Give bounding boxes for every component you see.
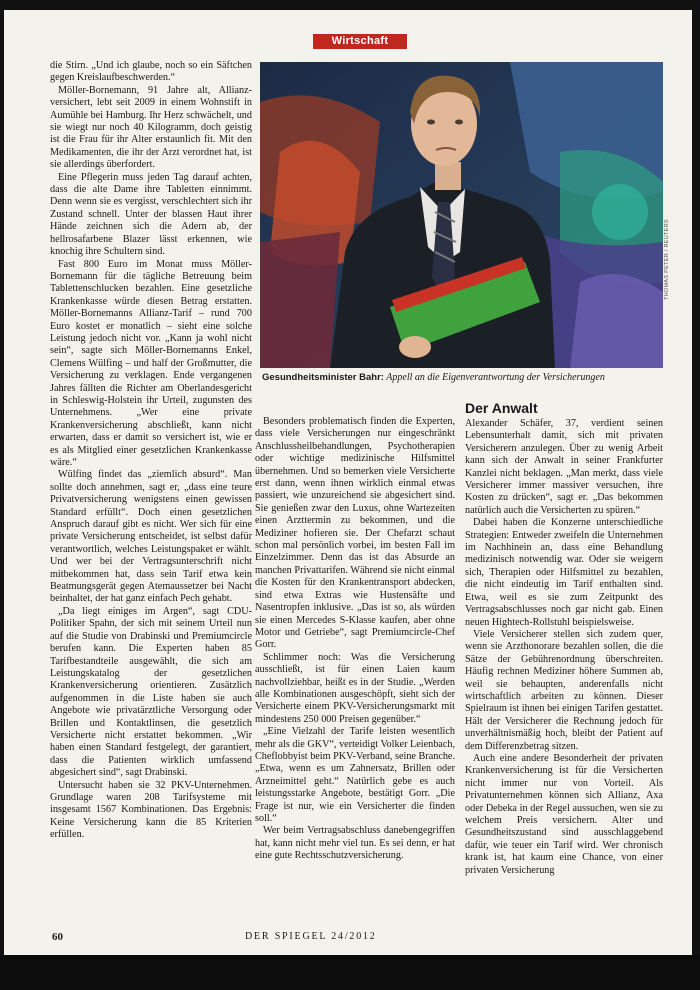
scan-edge bbox=[0, 955, 700, 990]
minister-photo bbox=[260, 62, 663, 368]
article-column-1 bbox=[50, 60, 252, 842]
page-number: 60 bbox=[52, 931, 63, 943]
caption-text: Appell an die Eigenverantwortung der Versicherungen bbox=[383, 372, 605, 383]
magazine-issue: DER SPIEGEL 24/2012 bbox=[245, 931, 377, 942]
paragraph: „Eine Vielzahl der Tarife leisten wesentlich mehr als die GKV“, verteidigt Volker Leienbach, Cheflobbyist beim PKV-Verband, seine Branche. „Etwa, wenn es um Zahnersatz, Brillen oder Arzneimittel geht.“ Natürlich gebe es auch leistungsstarke Angebote, bestätigt Gorr. „Die Frage ist nur, wie ein Versicherter die finden soll.“ bbox=[255, 726, 455, 824]
paragraph: die Stirn. „Und ich glaube, noch so ein Säftchen gegen Kreislaufbeschwerden.“ bbox=[50, 60, 252, 84]
paragraph: Alexander Schäfer, 37, verdient seinen Lebensunterhalt damit, sich mit privaten Versicherern anzulegen. Über zu wenig Arbeit kann sich der Anwalt in seiner Frankfurter Kanzlei nicht beklagen. „Man merkt, dass viele Versicherer immer massiver versuchen, ihre Kosten zu drücken“, sagt er. „Das bekommen natürlich auch die Versicherten zu spüren.“ bbox=[465, 418, 663, 516]
paragraph: Fast 800 Euro im Monat muss Möller-Bornemann für die tägliche Betreuung beim Tablettenschlucken bezahlen. Eine gesetzliche Krankenkasse würde diesen Betrag erstatten. Möller-Bornemanns Allianz-Tarif – rund 700 Euro kostet er monatlich – sieht eine solche Leistung jedoch nicht vor. „Kann ja wohl nicht sein“, sagte sich Möller-Bornemanns Enkel, Clemens Wülfing – und half der Großmutter, die Versicherung zu verklagen. Ende vergangenen Jahres fällten die Richter am Oberlandesgericht in Schleswig-Holstein ihr Urteil, zugunsten des Unternehmens. „Wer eine private Krankenversicherung abschließt, kann nicht erwarten, dass er damit so versichert ist, wie er es als Mitglied einer gesetzlichen Krankenkasse wäre.“ bbox=[50, 258, 252, 468]
photo-credit: THOMAS PETER / REUTERS bbox=[664, 219, 670, 300]
paragraph: Wülfing findet das „ziemlich absurd“. Man sollte doch annehmen, sagt er, „dass eine teure Privatversicherung wenigstens einen gewissen Standard erfüllt“. Doch einen gesetzlichen Anspruch darauf gibt es nicht. Wer sich für eine private Versicherung entscheidet, ist selbst dafür verantwortlich, welches Leistungspaket er wählt. Und wer bei der Vertragsunterschrift nicht mitbekommen hat, dass sein Tarif etwa kein Beatmungsgerät gegen Atemaussetzer bei Nacht beinhaltet, der hat ganz einfach Pech gehabt. bbox=[50, 469, 252, 605]
paragraph: Eine Pflegerin muss jeden Tag darauf achten, dass die alte Dame ihre Tabletten einnimmt. Denn wenn sie es vergisst, verschlechtert sich ihr Zustand schnell. Unter der blassen Haut ihrer Hände zeichnen sich die Adern ab, der hellrosafarbene Blazer lässt erkennen, wie knochig ihre Schultern sind. bbox=[50, 171, 252, 258]
paragraph: Viele Versicherer stellen sich zudem quer, wenn sie Arzthonorare bezahlen sollen, die die Sätze der Gebührenordnung überschreiten. Häufig rechnen Mediziner höhere Summen ab, weil sie behaupten, anderenfalls nicht wirtschaftlich arbeiten zu können. Dieser Spielraum ist ihnen bei einigen Tarifen gestattet. Hält der Versicherer die Rechnung jedoch für unverhältnismäßig hoch, bleibt der Patient auf dem Differenzbetrag sitzen. bbox=[465, 628, 663, 752]
photo-caption bbox=[262, 372, 663, 384]
section-label: Wirtschaft bbox=[313, 34, 407, 49]
photo-illustration bbox=[260, 62, 663, 368]
paragraph: Auch eine andere Besonderheit der privaten Krankenversicherung ist für die Versicherten nicht immer nur von Vorteil. Als Privatunternehmen können sich Allianz, Axa oder Debeka in der Regel aussuchen, wen sie zu welchem Preis versichern. Alter und Gesundheitszustand sind ausschlaggebend dafür, wie teuer ein Tarif wird. Wer chronisch krank ist, hat kaum eine Chance, von einer privaten Versicherung bbox=[465, 752, 663, 876]
paragraph: Möller-Bornemann, 91 Jahre alt, Allianz-versichert, lebt seit 2009 in einem Wohnstift in Aumühle bei Hamburg. Ihr Herz schwächelt, und sie wiegt nur noch 40 Kilogramm, doch geistig ist die Frau für ihr Alter erstaunlich fit. Mit den Medikamenten, die ihr der Arzt verordnet hat, ist sie allerdings überfordert. bbox=[50, 84, 252, 171]
box-heading: Der Anwalt bbox=[465, 400, 538, 416]
caption-name: Gesundheitsminister Bahr: bbox=[262, 372, 384, 383]
paragraph: Wer beim Vertragsabschluss danebengegriffen hat, kann nicht mehr viel tun. Es sei denn, er hat eine gute Rechtsschutzversicherung. bbox=[255, 825, 455, 862]
paragraph: „Da liegt einiges im Argen“, sagt CDU-Politiker Spahn, der sich mit seinem Urteil nun auf die Studie von Drabinski und Premiumcircle berufen kann. Die Experten haben 85 Tarifbestandteile ausgewählt, die sich am Leistungskatalog der gesetzlichen Krankenversicherung orientieren. Zusätzlich aufgenommen in die Liste haben sie auch Angebote wie privatärztliche Versorgung oder Brillen und Kontaktlinsen, die gesetzlich Versicherte nicht erstattet bekommen. „Wir haben einen Standard festgelegt, der garantiert, dass die Patienten wirklich umfassend abgesichert sind“, sagt Drabinski. bbox=[50, 605, 252, 779]
paragraph: Schlimmer noch: Was die Versicherung ausschließt, ist für einen Laien kaum nachvollziehbar, heißt es in der Studie. „Werden alle Kombinationen ausgeschöpft, sieht sich der Versicherte einem PKV-Versicherungsmarkt mit mindestens 250 000 Preisen gegenüber.“ bbox=[255, 651, 455, 725]
paragraph: Besonders problematisch finden die Experten, dass viele Versicherungen nur eingeschränkt Anschlussheilbehandlungen, Psychotherapien oder wichtige medizinische Hilfsmittel übernehmen. Und so bemerken viele Versicherte erst dann, wenn ihnen wirklich einmal etwas passiert, wie unzureichend sie abgesichert sind. Sie genießen zwar den Luxus, ohne Wartezeiten einen Arzttermin zu bekommen, und die Mediziner hofieren sie. Der Chefarzt schaut schon mal persönlich vorbei, im besten Fall im Einzelzimmer. Denn das ist das Absurde an manchen Privattarifen. Während sie nicht einmal die Kosten für den Krankentransport abdecken, sind etwa Extras wie Hustensäfte und Nasentropfen inklusive. „Das ist so, als würden sie einen Mercedes S-Klasse kaufen, aber ohne Motor und Getriebe“, sagt Premiumcircle-Chef Gorr. bbox=[255, 416, 455, 651]
paragraph: Dabei haben die Konzerne unterschiedliche Strategien: Entweder zweifeln die Unternehmen im Nachhinein an, dass eine Behandlung medizinisch notwendig war. Oder sie weigern sich, Therapien oder Hilfsmittel zu bezahlen, die nicht eindeutig im Tarif enthalten sind. Etwa, weil es sie zum Zeitpunkt des Vertragsabschlusses noch gar nicht gab. Einen neuen Hightech-Rollstuhl beispielsweise. bbox=[465, 517, 663, 628]
article-column-3 bbox=[465, 418, 663, 877]
article-column-2 bbox=[255, 416, 455, 863]
paragraph: Untersucht haben sie 32 PKV-Unternehmen. Grundlage waren 208 Tarifsysteme mit insgesamt 1567 Kombinationen. Das Ergebnis: Keine Versicherung kann die 85 Kriterien erfüllen. bbox=[50, 779, 252, 841]
